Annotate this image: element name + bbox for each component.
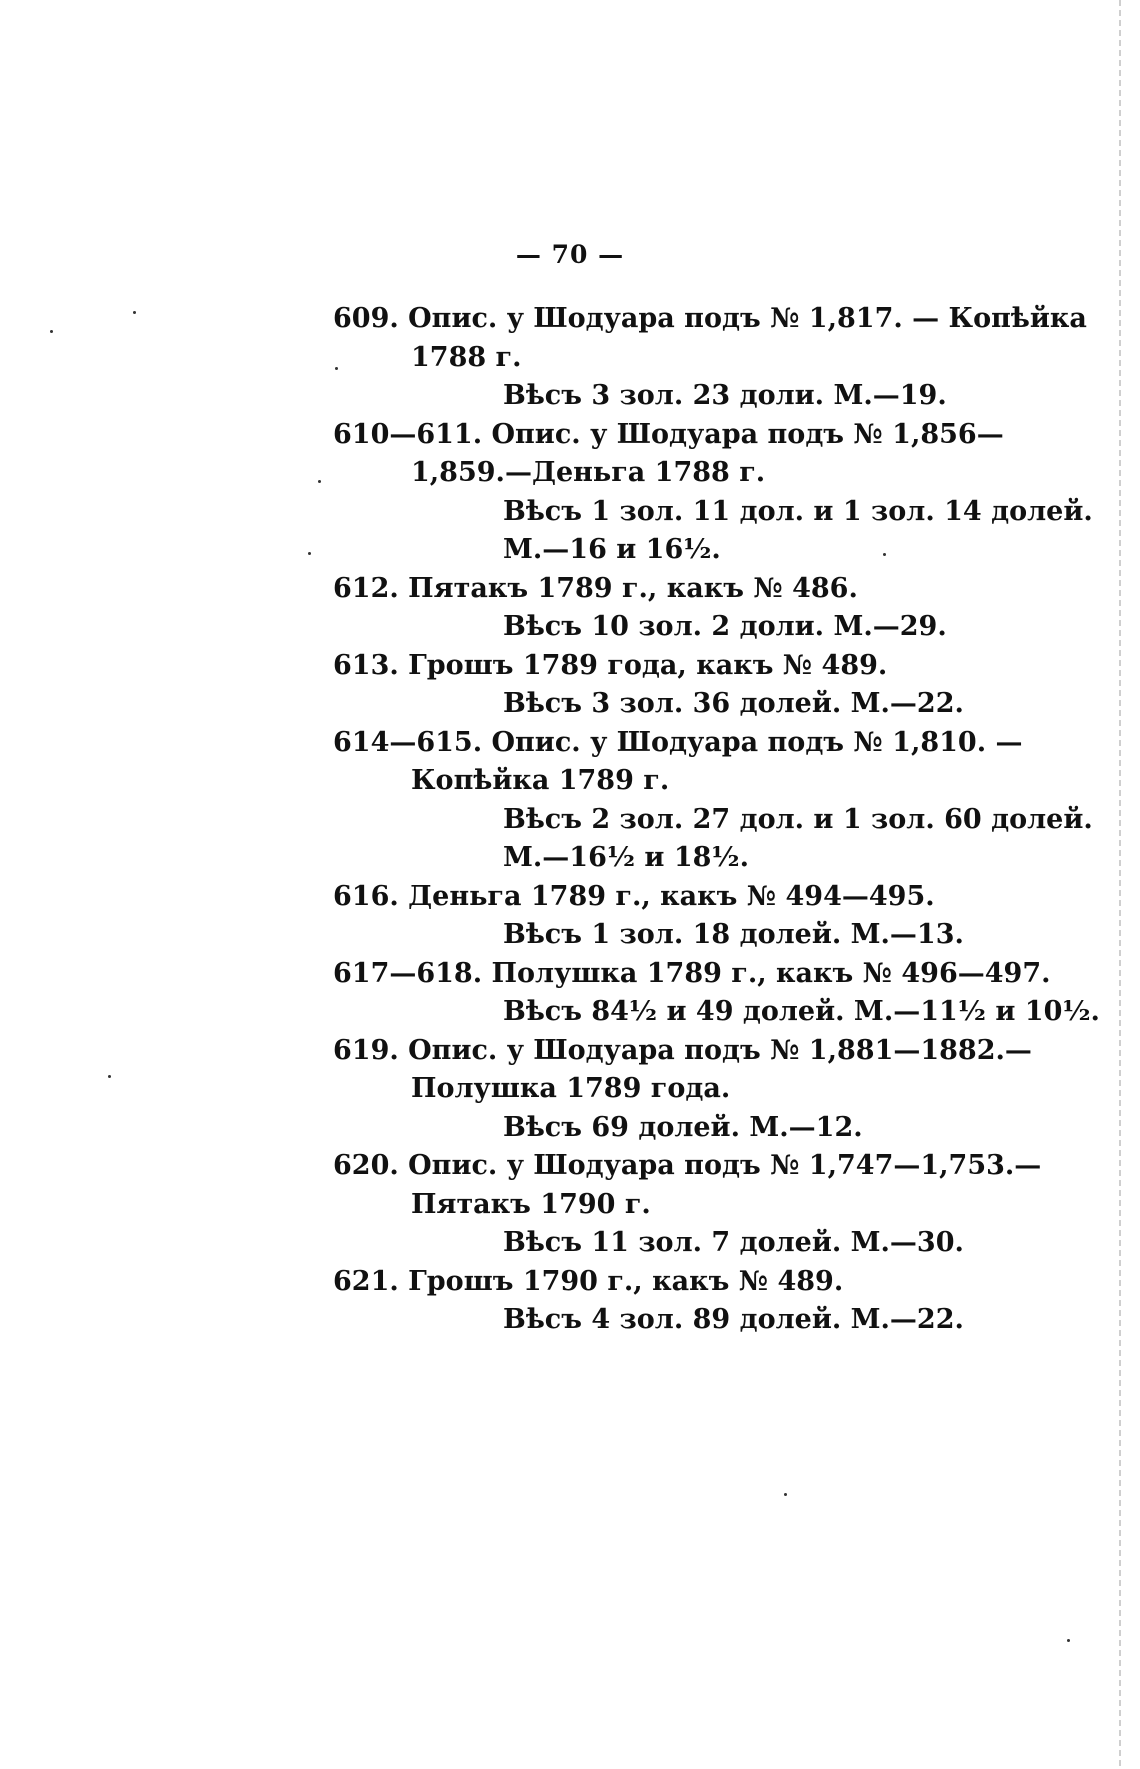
entry-line: Вѣсъ 3 зол. 36 долей. М.—22. xyxy=(503,688,964,719)
catalog-entry xyxy=(333,416,1093,570)
entry-line: Вѣсъ 69 долей. М.—12. xyxy=(503,1111,863,1143)
catalog-entry xyxy=(333,1032,1032,1148)
catalog-entry xyxy=(333,955,1100,1032)
catalog-entry xyxy=(333,570,1013,647)
entry-line: 609. Опис. у Шодуара подъ № 1,817. — Копѣйка xyxy=(333,303,1087,334)
entry-line: Вѣсъ 11 зол. 7 долей. М.—30. xyxy=(503,1227,964,1258)
entry-line: 1788 г. xyxy=(411,341,522,373)
entry-line: Пятакъ 1790 г. xyxy=(411,1188,651,1220)
entry-line: М.—16½ и 18½. xyxy=(503,842,749,873)
entry-line: Вѣсъ 3 зол. 23 доли. М.—19. xyxy=(503,380,947,411)
entry-line: 1,859.—Деньга 1788 г. xyxy=(411,457,766,488)
entry-line: Вѣсъ 1 зол. 11 дол. и 1 зол. 14 долей. xyxy=(503,495,1093,527)
entry-line: 614—615. Опис. у Шодуара подъ № 1,810. — xyxy=(333,726,1023,758)
scan-speck xyxy=(133,311,136,314)
entry-line: Вѣсъ 10 зол. 2 доли. М.—29. xyxy=(503,611,947,642)
catalog-entry xyxy=(333,1263,1013,1340)
catalog-entry xyxy=(333,724,1093,878)
scan-speck xyxy=(318,480,321,483)
entry-line: 621. Грошъ 1790 г., какъ № 489. xyxy=(333,1265,844,1297)
entry-line: М.—16 и 16½. xyxy=(503,534,721,565)
entry-line: 616. Деньга 1789 г., какъ № 494—495. xyxy=(333,880,935,912)
entry-line: Вѣсъ 84½ и 49 долей. М.—11½ и 10½. xyxy=(503,996,1100,1027)
page-number: — 70 — xyxy=(515,240,625,269)
entry-line: Вѣсъ 4 зол. 89 долей. М.—22. xyxy=(503,1304,964,1335)
entry-line: Вѣсъ 2 зол. 27 дол. и 1 зол. 60 долей. xyxy=(503,803,1093,835)
entry-line: Вѣсъ 1 зол. 18 долей. М.—13. xyxy=(503,919,964,950)
entry-line: 613. Грошъ 1789 года, какъ № 489. xyxy=(333,649,888,681)
entry-line: 612. Пятакъ 1789 г., какъ № 486. xyxy=(333,572,858,604)
catalog-entries xyxy=(333,300,1100,1340)
entry-line: 619. Опис. у Шодуара подъ № 1,881—1882.— xyxy=(333,1034,1032,1066)
catalog-entry xyxy=(333,878,1013,955)
entry-line: 620. Опис. у Шодуара подъ № 1,747—1,753.— xyxy=(333,1150,1042,1181)
entry-line: 610—611. Опис. у Шодуара подъ № 1,856— xyxy=(333,418,1004,450)
catalog-entry xyxy=(333,647,1013,724)
catalog-entry xyxy=(333,1147,1042,1263)
scan-speck xyxy=(784,1493,787,1496)
scan-speck xyxy=(1067,1639,1070,1642)
catalog-entry xyxy=(333,300,1087,416)
scan-speck xyxy=(108,1075,111,1078)
entry-line: Полушка 1789 года. xyxy=(411,1073,731,1104)
scan-speck xyxy=(50,330,53,333)
entry-line: 617—618. Полушка 1789 г., какъ № 496—497. xyxy=(333,957,1051,989)
entry-line: Копѣйка 1789 г. xyxy=(411,765,670,796)
scan-speck xyxy=(308,552,311,555)
